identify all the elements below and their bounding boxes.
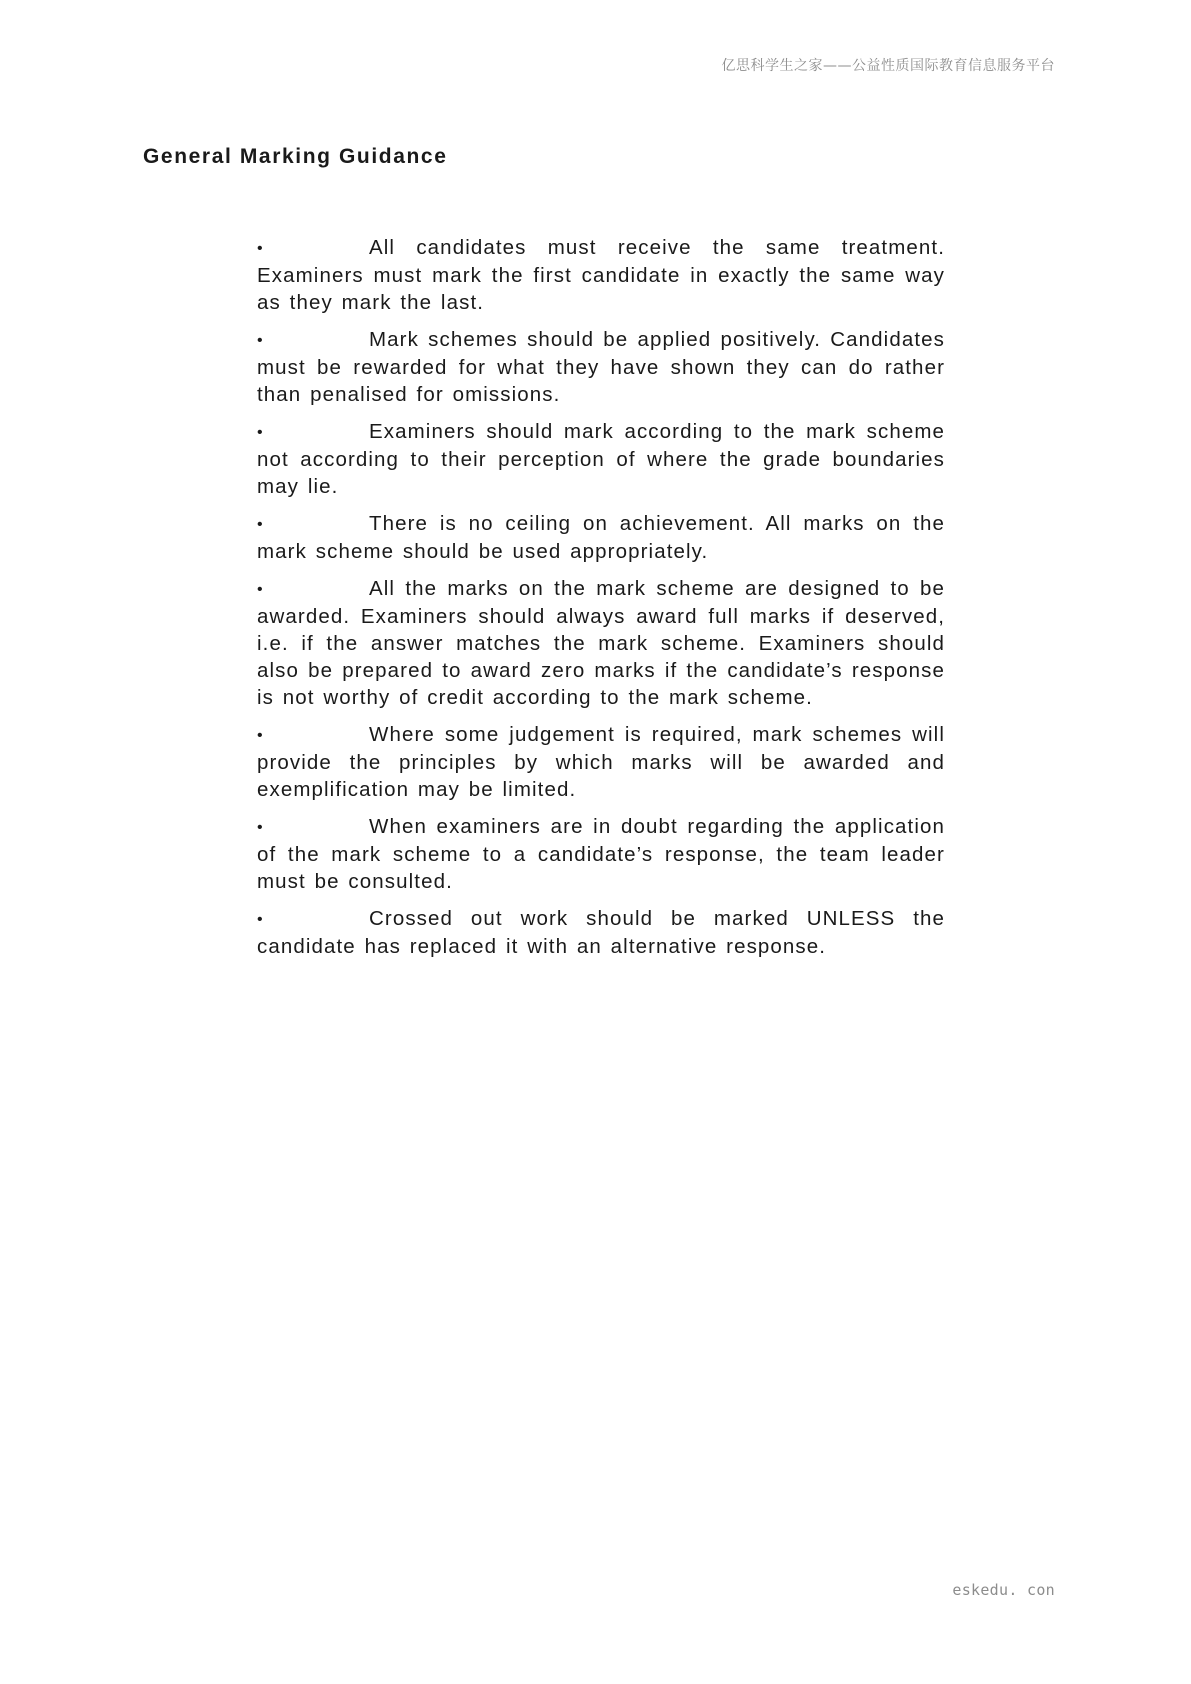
guidance-text: There is no ceiling on achievement. All marks on the mark scheme should be used appropriately. xyxy=(257,512,945,563)
guidance-text: Crossed out work should be marked UNLESS the candidate has replaced it with an alternative response. xyxy=(257,907,945,958)
guidance-item xyxy=(257,234,945,316)
guidance-text: Mark schemes should be applied positively. Candidates must be rewarded for what they have shown they can do rather than penalised for omissions. xyxy=(257,328,945,406)
guidance-item xyxy=(257,905,945,960)
guidance-item xyxy=(257,326,945,408)
guidance-item xyxy=(257,418,945,500)
site-tagline: 亿思科学生之家——公益性质国际教育信息服务平台 xyxy=(721,58,1055,74)
bullet-icon: • xyxy=(257,332,264,349)
guidance-text: Examiners should mark according to the mark scheme not according to their perception of where the grade boundaries may lie. xyxy=(257,420,945,498)
guidance-list xyxy=(257,234,945,970)
bullet-icon: • xyxy=(257,516,264,533)
bullet-icon: • xyxy=(257,727,264,744)
guidance-item xyxy=(257,575,945,711)
bullet-icon: • xyxy=(257,240,264,257)
guidance-text: Where some judgement is required, mark schemes will provide the principles by which marks will be awarded and exemplification may be limited. xyxy=(257,723,945,801)
guidance-item xyxy=(257,813,945,895)
guidance-item xyxy=(257,721,945,803)
guidance-item xyxy=(257,510,945,565)
page-title: General Marking Guidance xyxy=(143,145,448,168)
bullet-icon: • xyxy=(257,819,264,836)
guidance-text: When examiners are in doubt regarding the application of the mark scheme to a candidate’s response, the team leader must be consulted. xyxy=(257,815,945,893)
guidance-text: All the marks on the mark scheme are designed to be awarded. Examiners should always award full marks if deserved, i.e. if the answer matches the mark scheme. Examiners should also be prepared to award zero marks if the candidate’s response is not worthy of credit according to the mark scheme. xyxy=(257,577,945,709)
footer-site: eskedu. con xyxy=(952,1581,1055,1599)
guidance-text: All candidates must receive the same treatment. Examiners must mark the first candidate in exactly the same way as they mark the last. xyxy=(257,236,945,314)
bullet-icon: • xyxy=(257,911,264,928)
bullet-icon: • xyxy=(257,581,264,598)
bullet-icon: • xyxy=(257,424,264,441)
